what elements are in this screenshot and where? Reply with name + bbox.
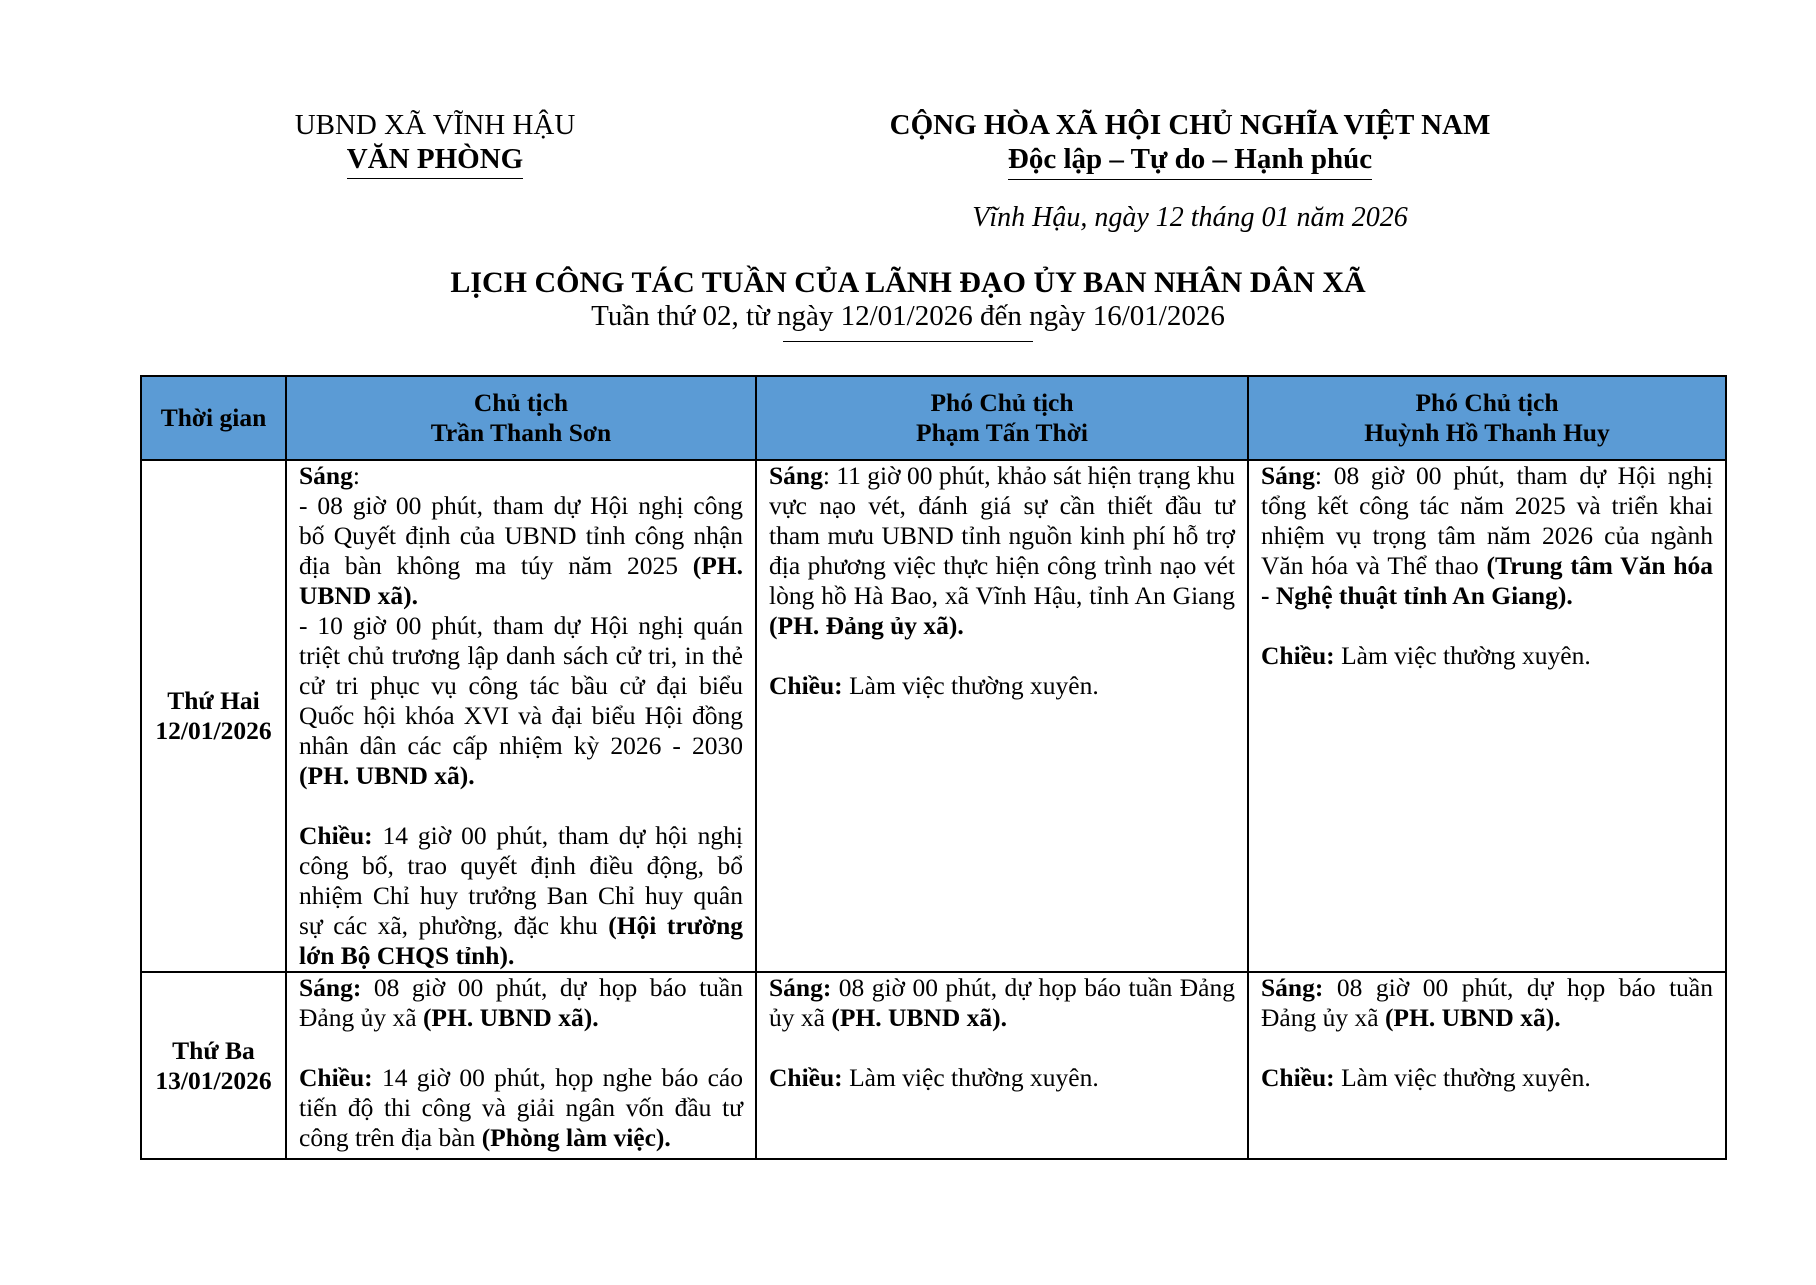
morning-label: Sáng: [299,973,362,1002]
schedule-cell [756,460,1248,972]
header-chairman [286,376,756,460]
agency-office: VĂN PHÒNG [347,142,523,179]
header-role: Phó Chủ tịch [930,388,1074,417]
afternoon-text: Làm việc thường xuyên. [849,671,1099,700]
location: (PH. Đảng ủy xã). [769,611,964,640]
schedule-cell [286,460,756,972]
day-date: 13/01/2026 [155,1065,272,1095]
morning-text: 08 giờ 00 phút, dự họp báo tuần Đảng ủy xã [1261,973,1714,1032]
location: (PH. UBND xã). [299,551,743,610]
morning-text: : 08 giờ 00 phút, tham dự Hội nghị tổng kết công tác năm 2025 và triển khai nhiệm vụ trọng tâm năm 2026 của ngành Văn hóa và Thể thao [1261,461,1713,580]
header-role: Chủ tịch [473,388,569,417]
morning-text: 08 giờ 00 phút, dự họp báo tuần Đảng ủy xã [299,973,744,1032]
location: (PH. UBND xã). [831,1003,1007,1032]
agency-parent: UBND XÃ VĨNH HẬU [294,109,576,141]
subtitle-underline [783,341,1033,342]
schedule-cell [1248,460,1726,972]
header-person: Huỳnh Hồ Thanh Huy [1364,418,1610,447]
document-subtitle: Tuần thứ 02, từ ngày 12/01/2026 đến ngày 16/01/2026 [591,300,1225,332]
morning-label: Sáng: [769,973,832,1002]
day-name: Thứ Hai [167,686,260,715]
schedule-cell [756,972,1248,1159]
afternoon-label: Chiều: [769,671,843,700]
day-cell [141,460,286,972]
schedule-cell [1248,972,1726,1159]
afternoon-text: 14 giờ 00 phút, tham dự hội nghị công bố, trao quyết định điều động, bổ nhiệm Chỉ huy trưởng Ban Chỉ huy quân sự các xã, phường, đặc khu [299,821,744,940]
location: (PH. UBND xã). [299,761,475,790]
location: (Phòng làm việc). [481,1123,671,1152]
day-name: Thứ Ba [172,1035,255,1065]
afternoon-label: Chiều: [299,821,373,850]
schedule-cell [286,972,756,1159]
header-person: Trần Thanh Sơn [430,418,612,447]
morning-label: Sáng: [1261,973,1324,1002]
header-vice-chairman-2 [1248,376,1726,460]
afternoon-label: Chiều: [1261,1063,1335,1092]
header-time: Thời gian [141,376,286,460]
location: (PH. UBND xã). [422,1003,599,1032]
issuing-agency [260,108,610,179]
afternoon-label: Chiều: [299,1063,373,1092]
morning-text: : 11 giờ 00 phút, khảo sát hiện trạng khu vực nạo vét, đánh giá sự cần thiết đầu tư tham mưu UBND tỉnh nguồn kinh phí hỗ trợ địa phương việc thực hiện công trình nạo vét lòng hồ Hà Bao, xã Vĩnh Hậu, tỉnh An Giang [769,461,1235,610]
afternoon-text: 14 giờ 00 phút, họp nghe báo cáo tiến độ thi công và giải ngân vốn đầu tư công trên địa bàn [299,1063,743,1152]
location: (Trung tâm Văn hóa - Nghệ thuật tỉnh An Giang). [1261,551,1714,610]
header-person: Phạm Tấn Thời [916,418,1088,447]
morning-label: Sáng [1261,461,1315,490]
schedule-table [140,375,1727,1160]
table-header-row [141,376,1726,460]
morning-item: - 08 giờ 00 phút, tham dự Hội nghị công bố Quyết định của UBND tỉnh công nhận địa bàn không ma túy năm 2025 [299,491,743,580]
day-date: 12/01/2026 [155,716,272,745]
national-header [860,108,1520,180]
afternoon-text: Làm việc thường xuyên. [849,1063,1099,1092]
header-vice-chairman-1 [756,376,1248,460]
morning-text: 08 giờ 00 phút, dự họp báo tuần Đảng ủy xã [769,973,1236,1032]
nation-name: CỘNG HÒA XÃ HỘI CHỦ NGHĨA VIỆT NAM [889,109,1491,141]
afternoon-label: Chiều: [1261,641,1335,670]
day-cell [141,972,286,1159]
afternoon-text: Làm việc thường xuyên. [1341,1063,1591,1092]
location: (Hội trường lớn Bộ CHQS tỉnh). [299,911,744,970]
header-role: Phó Chủ tịch [1415,388,1559,417]
document-title: LỊCH CÔNG TÁC TUẦN CỦA LÃNH ĐẠO ỦY BAN NHÂN DÂN XÃ [450,266,1366,299]
national-motto: Độc lập – Tự do – Hạnh phúc [1008,142,1372,180]
afternoon-label: Chiều: [769,1063,843,1092]
table-row [141,972,1726,1159]
morning-colon: : [352,461,360,490]
morning-item: - 10 giờ 00 phút, tham dự Hội nghị quán triệt chủ trương lập danh sách cử tri, in thẻ cử tri phục vụ công tác bầu cử đại biểu Quốc hội khóa XVI và đại biểu Hội đồng nhân dân các cấp nhiệm kỳ 2026 - 2030 [299,611,743,760]
morning-label: Sáng [769,461,823,490]
table-row [141,460,1726,972]
morning-label: Sáng [299,461,353,490]
afternoon-text: Làm việc thường xuyên. [1341,641,1591,670]
place-date: Vĩnh Hậu, ngày 12 tháng 01 năm 2026 [972,202,1408,233]
location: (PH. UBND xã). [1384,1003,1561,1032]
